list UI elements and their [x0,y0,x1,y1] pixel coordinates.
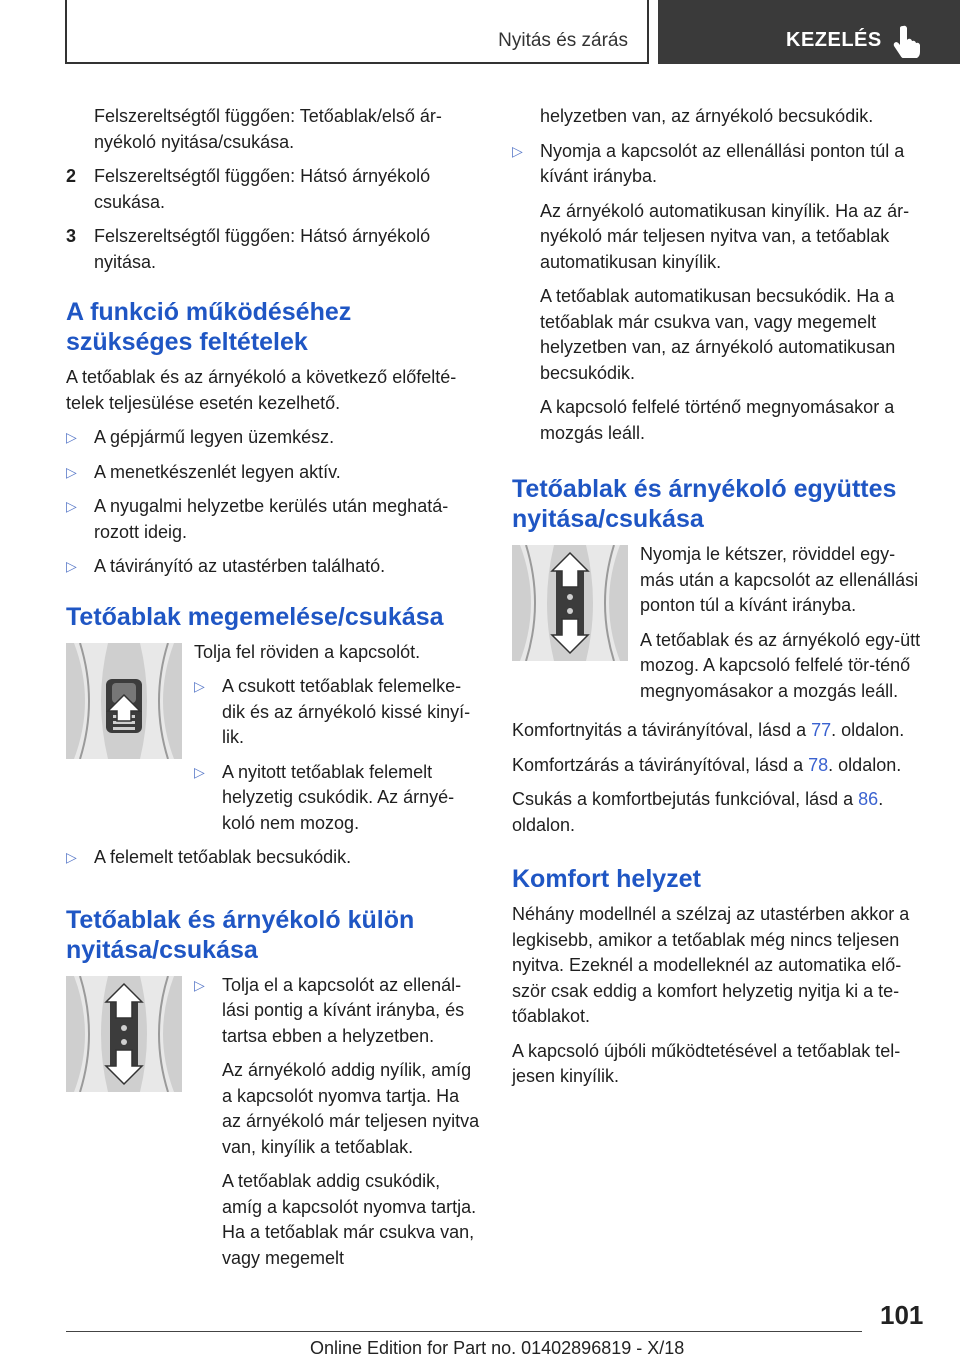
bullet-item [194,973,480,1050]
bullet-text: A csukott tetőablak felemelke-dik és az árnyékoló kissé kinyí-lik. [222,676,471,747]
bullet-text: A távirányító az utastérben található. [94,556,386,576]
raise-intro: Tolja fel röviden a kapcsolót. [194,641,421,662]
item-number: 2 [66,166,77,186]
together-para-1: Nyomja le kétszer, röviddel egy-más után a kapcsolót az ellenállási ponton túl a kívánt irányba. [640,544,919,615]
bullet-text: A nyitott tetőablak felemelt helyzetig csukódik. Az árnyé-koló nem mozog. [222,761,455,833]
bullet-text: Tolja el a kapcsolót az ellenál-lási pontig a kívánt irányba, és tartsa ebben a helyzetben. [222,974,465,1046]
bullet-item [66,554,480,580]
bullet-triangle-icon: ▷ [66,849,77,865]
bullet-triangle-icon: ▷ [512,142,523,159]
bullet-text: A felemelt tetőablak becsukódik. [94,847,352,867]
page-link-78[interactable]: 78 [808,754,829,775]
reference-comfort-close: Komfortzárás a távirányítóval, lásd a 78. oldalon. [512,754,902,775]
edition-note: Online Edition for Part no. 01402896819 - X/18 [310,1338,685,1358]
item-text: Felszereltségtől függően: Hátsó árnyékoló csukása. [94,166,431,212]
numbered-item [66,224,480,275]
heading-raise: Tetőablak megemelése/csukása [66,602,444,631]
bullet-item [194,760,480,837]
bullet-triangle-icon: ▷ [66,558,77,574]
page-link-86[interactable]: 86 [858,789,879,809]
comfort-para-1: Néhány modellnél a szélzaj az utastérben akkor a legkisebb, amikor a tetőablak még nincs teljesen nyitva. Ezeknél a modelleknél az automatika elő-ször csak eddig a komfort helyzetig nyitja ki a te-tőablakot. [512,904,910,1026]
figure-row-together [512,542,926,704]
conditions-intro: A tetőablak és az árnyékoló a következő előfelté-telek teljesülése esetén kezelhető. [66,367,457,413]
page-link-77[interactable]: 77 [811,720,832,740]
bullet-triangle-icon: ▷ [194,678,205,694]
bullet-triangle-icon: ▷ [194,976,205,993]
item-number: 3 [66,226,77,246]
figure-row-raise [66,640,480,837]
page-number: 101 [880,1300,924,1330]
heading-conditions: A funkció működéséhez szükséges feltételek [66,298,352,356]
bullet-item [66,460,480,486]
switch-updown-illustration [512,545,628,661]
pointing-hand-icon [893,24,923,58]
bullet-text: A menetkészenlét legyen aktív. [94,461,341,482]
comfort-para-2: A kapcsoló újbóli működtetésével a tetőablak tel-jesen kinyílik. [512,1040,901,1086]
bullet-text: Nyomja a kapcsolót az ellenállási ponton túl a kívánt irányba. [540,140,905,186]
section-title: Nyitás és zárás [498,30,628,51]
switch-raise-illustration [66,643,182,759]
item-text: Felszereltségtől függően: Hátsó árnyékoló nyitása. [94,226,431,272]
bullet-text: A gépjármű legyen üzemkész. [94,427,335,447]
reference-comfort-open: Komfortnyitás a távirányítóval, lásd a 77. oldalon. [512,720,905,740]
bullet-triangle-icon: ▷ [66,463,77,480]
figure-row-separate [66,973,480,1272]
chapter-label: KEZELÉS [786,29,882,51]
auto-para-3: A kapcsoló felfelé történő megnyomásakor a mozgás leáll. [540,397,895,443]
auto-para-1: Az árnyékoló automatikusan kinyílik. Ha az ár-nyékoló már teljesen nyitva van, a tetőablak automatikusan kinyílik. [540,200,910,272]
list-item-continuation: Felszereltségtől függően: Tetőablak/első ár-nyékoló nyitása/csukása. [94,106,442,152]
bullet-item [66,494,480,545]
auto-para-2: A tetőablak automatikusan becsukódik. Ha a tetőablak már csukva van, vagy megemelt helyzetben van, az árnyékoló automatikusan becsukódik. [540,286,896,383]
switch-updown-illustration [66,976,182,1092]
bullet-item [512,139,926,190]
bullet-item [66,845,480,871]
bullet-text: A nyugalmi helyzetbe kerülés után meghatá-rozott ideig. [94,496,449,542]
footer-divider [66,1331,862,1332]
bullet-triangle-icon: ▷ [194,763,205,780]
continuation-text: helyzetben van, az árnyékoló becsukódik. [540,106,874,126]
separate-para-2: A tetőablak addig csukódik, amíg a kapcsolót nyomva tartja. Ha a tetőablak már csukva van, vagy megemelt [222,1171,477,1268]
heading-comfort: Komfort helyzet [512,865,701,893]
bullet-triangle-icon: ▷ [66,429,77,445]
left-column [66,104,480,1271]
numbered-item [66,164,480,215]
reference-comfort-access: Csukás a komfortbejutás funkcióval, lásd a 86. oldalon. [512,789,884,835]
bullet-item [194,674,480,751]
together-para-2-start: A tetőablak és az árnyékoló egy-ütt mozog. A kapcsoló felfelé tör-ténő megnyomásakor a mozgás leáll. [640,629,921,701]
heading-together: Tetőablak és árnyékoló együttes nyitása/csukása [512,475,897,533]
bullet-item [66,425,480,451]
heading-separate: Tetőablak és árnyékoló külön nyitása/csukása [66,905,415,964]
separate-para-1: Az árnyékoló addig nyílik, amíg a kapcsolót nyomva tartja. Ha az árnyékoló már teljesen nyitva van, kinyílik a tetőablak. [222,1060,480,1157]
bullet-triangle-icon: ▷ [66,498,77,514]
right-column [512,104,926,1090]
